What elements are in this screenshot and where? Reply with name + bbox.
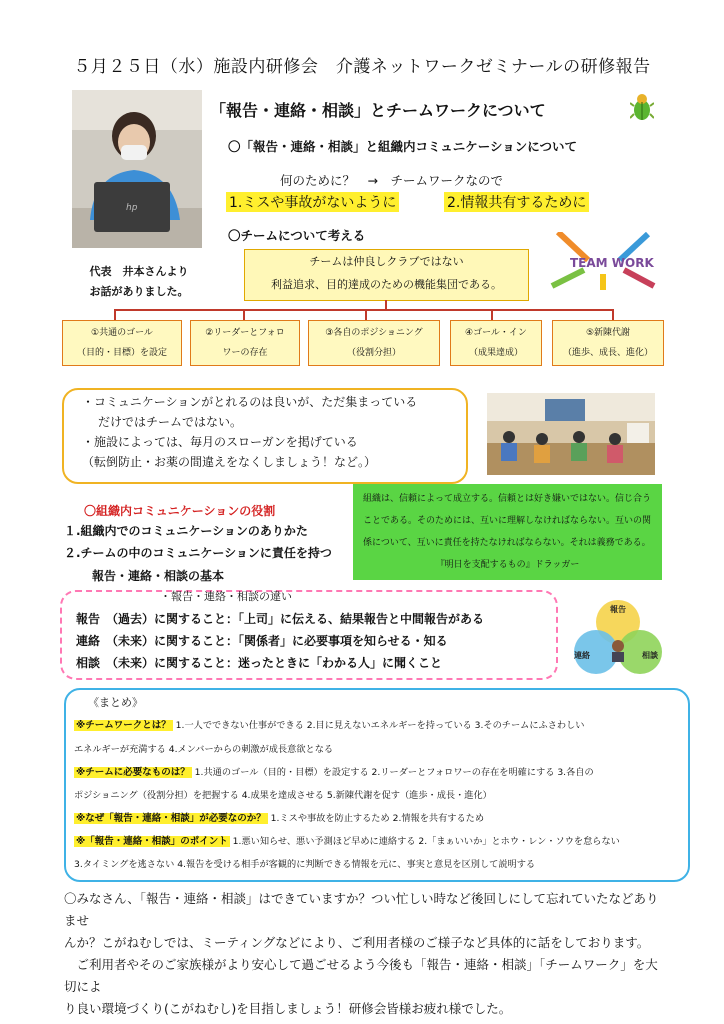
quote-line-2: ことである。そのためには、互いに理解しなければならない。互いの関: [363, 516, 652, 526]
difference-report: 報告 （過去）に関すること：「上司」に伝える、結果報告と中間報告がある: [76, 612, 485, 626]
connector-4: [491, 309, 493, 320]
summary-line-1: ※チームワークとは？ 1.一人でできない仕事ができる 2.目に見えないエネルギーを持っている 3.そのチームにふさわしい: [76, 720, 585, 731]
difference-consult: 相談 （未来）に関すること：迷ったときに「わかる人」に聞くこと: [76, 656, 443, 670]
quote-line-1: 組織は、信頼によって成立する。信頼とは好き嫌いではない。信じ合う: [363, 494, 652, 504]
closing-line-2: んか？こがねむしでは、ミーティングなどにより、ご利用者様のご様子など具体的に話をしております。: [64, 935, 650, 950]
drucker-quote-box: [353, 484, 662, 580]
goal-avoid-mistakes: 1.ミスや事故がないように: [226, 192, 399, 212]
summary-q-needs: ※チームに必要なものは？: [76, 767, 190, 778]
section-comm-heading: 〇「報告・連絡・相談」と組織内コミュニケーションについて: [228, 139, 578, 154]
note-1b: だけではチームではない。: [98, 415, 243, 429]
summary-line-5: ※なぜ「報告・連絡・相談」が必要なのか？ 1.ミスや事故を防止するため 2.情報を共有するため: [76, 813, 485, 824]
team-item-leader-follower: ②リーダーとフォロ ワーの存在: [190, 320, 300, 366]
difference-contact: 連絡 （未来）に関すること：「関係者」に必要事項を知らせる・知る: [76, 634, 448, 648]
summary-line-2: エネルギーが充満する 4.メンバーからの刺激が成長意欲となる: [74, 744, 334, 755]
team-item-common-goal: ①共通のゴール （目的・目標）を設定: [62, 320, 182, 366]
beetle-icon: [630, 92, 654, 122]
connector-bar: [114, 309, 614, 311]
quote-source: 『明日を支配するもの』ドラッガー: [435, 560, 580, 570]
summary-q-teamwork: ※チームワークとは？: [76, 720, 171, 731]
summary-line-3: ※チームに必要なものは？ 1.共通のゴール（目的・目標）を設定する 2.リーダーとフォロワーの存在を明確にする 3.各自の: [76, 767, 594, 778]
laptop-logo: hp: [126, 203, 138, 213]
caption-line-2: お話がありました。: [89, 285, 189, 298]
purpose-text: 何のために？ → チームワークなので: [280, 173, 503, 188]
main-heading: 「報告・連絡・相談」とチームワークについて: [210, 101, 546, 120]
quote-line-3: 係について、互いに責任を持たなければならない。それは義務である。: [363, 538, 651, 548]
circle-label-consult: 相談: [642, 651, 658, 660]
summary-q-points: ※「報告・連絡・相談」のポイント: [76, 836, 228, 847]
teamwork-word: TEAM WORK: [570, 256, 654, 270]
differences-title: ・報告・連絡・相談の違い: [160, 590, 292, 603]
section-team-heading: 〇チームについて考える: [228, 228, 366, 243]
team-item-goal-in: ④ゴール・イン （成果達成）: [450, 320, 542, 366]
role-heading: 〇組織内コミュニケーションの役割: [84, 504, 276, 518]
page-title: ５月２５日（水）施設内研修会 介護ネットワークゼミナールの研修報告: [73, 57, 651, 77]
circle-label-contact: 連絡: [574, 651, 590, 660]
summary-line-6: ※「報告・連絡・相談」のポイント 1.悪い知らせ、悪い予測ほど早めに連絡する 2.「まぁいいか」とホウ・レン・ソウを怠らない: [76, 836, 620, 847]
summary-line-4: ポジショニング（役割分担）を把握する 4.成果を達成させる 5.新陳代謝を促す（進歩・成長・進化）: [74, 790, 492, 801]
closing-line-3: ご利用者やそのご家族様がより安心して過ごせるよう今後も「報告・連絡・相談」「チームワーク」を大切によ: [64, 957, 658, 994]
connector-1: [114, 309, 116, 320]
goal-share-info: 2.情報共有するために: [444, 192, 589, 212]
connector-3: [365, 309, 367, 320]
note-2a: ・施設によっては、毎月のスローガンを掲げている: [82, 435, 358, 449]
team-definition-box: [244, 249, 529, 301]
team-item-positioning: ③各自のポジショニング （役割分担）: [308, 320, 440, 366]
teamwork-hands-image: [548, 232, 658, 290]
caption-line-1: 代表 井本さんより: [89, 265, 189, 278]
closing-paragraph: [64, 888, 664, 1020]
note-2b: （転倒防止・お薬の間違えをなくしましょう！など。）: [82, 455, 377, 469]
team-definition-line-2: 利益追求、目的達成のための機能集団である。: [271, 278, 502, 291]
role-line-1: １.組織内でのコミュニケーションのありかた: [64, 524, 308, 538]
closing-line-4: り良い環境づくり(こがねむし)を目指しましょう！研修会皆様お疲れ様でした。: [64, 1001, 512, 1016]
summary-line-7: 3.タイミングを逃さない 4.報告を受ける相手が客観的に判断できる情報を元に、事実と意見を区別して説明する: [74, 859, 536, 870]
presenter-photo: [72, 90, 202, 248]
team-item-renewal: ⑤新陳代謝 （進歩、成長、進化）: [552, 320, 664, 366]
note-1a: ・コミュニケーションがとれるのは良いが、ただ集まっている: [82, 395, 418, 409]
horenso-circles-illustration: [568, 598, 668, 678]
summary-q-why: ※なぜ「報告・連絡・相談」が必要なのか？: [76, 813, 266, 824]
summary-title: 《まとめ》: [88, 696, 143, 709]
circle-label-report: 報告: [610, 605, 626, 614]
notes-bullets: [82, 392, 417, 472]
closing-line-1: 〇みなさん、「報告・連絡・相談」はできていますか？つい忙しい時など後回しにして忘れていたなどありませ: [64, 891, 659, 928]
role-line-3: 報告・連絡・相談の基本: [92, 569, 225, 583]
team-definition-line-1: チームは仲良しクラブではない: [309, 255, 464, 268]
presenter-caption: [74, 262, 204, 302]
seminar-room-photo: [487, 393, 655, 475]
connector-2: [243, 309, 245, 320]
connector-5: [612, 309, 614, 320]
role-line-2: ２.チームの中のコミュニケーションに責任を持つ: [64, 546, 332, 560]
